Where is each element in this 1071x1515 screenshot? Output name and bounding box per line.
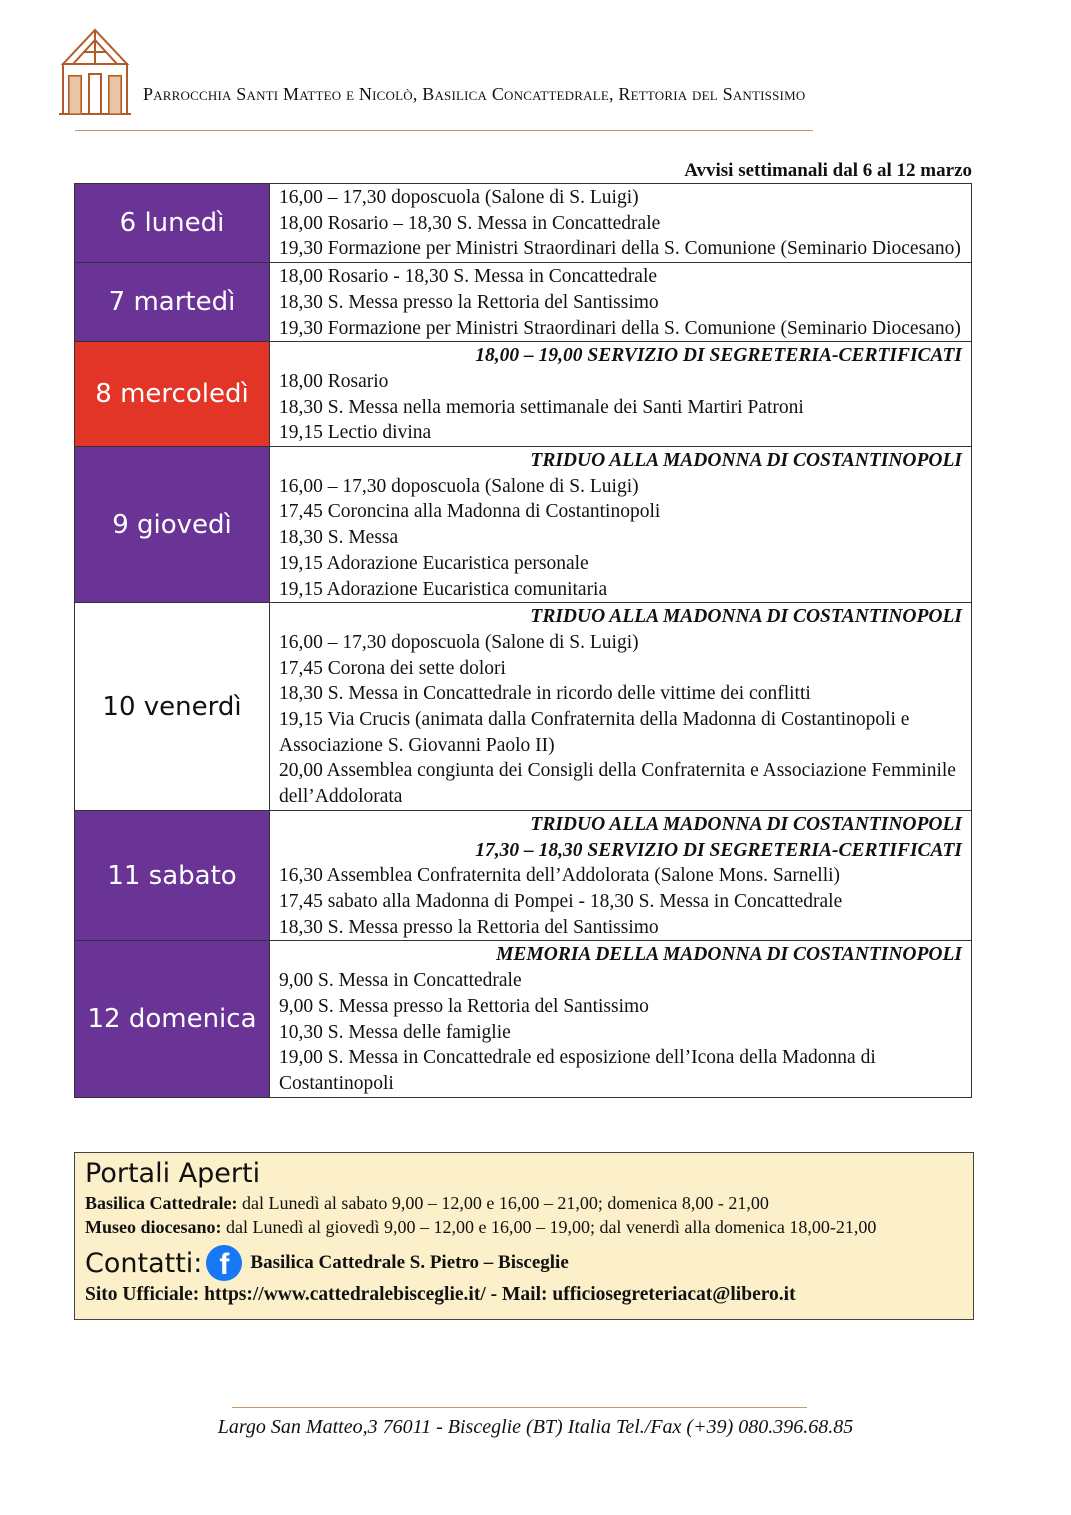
event-item: 9,00 S. Messa presso la Rettoria del Santissimo [279,995,649,1017]
event-item: 18,30 S. Messa [279,527,399,549]
event-item: 19,15 Adorazione Eucaristica personale [279,552,589,574]
contacts-label: Contatti: [85,1247,203,1279]
info-box [74,1152,974,1320]
event-item: 19,30 Formazione per Ministri Straordinari della S. Comunione (Seminario Diocesano) [279,317,961,339]
week-title: Avvisi settimanali dal 6 al 12 marzo [684,160,972,181]
basilica-hours [85,1191,965,1215]
event-item: 18,30 S. Messa in Concattedrale in ricordo delle vittime dei conflitti [279,683,811,705]
event-item: 18,30 S. Messa presso la Rettoria del Santissimo [279,916,659,938]
event-item: 16,00 – 17,30 doposcuola (Salone di S. Luigi) [279,187,639,208]
event-headline: 17,30 – 18,30 SERVIZIO DI SEGRETERIA-CERTIFICATI [475,839,962,861]
day-row [75,263,972,342]
event-item: 20,00 Assemblea congiunta dei Consigli della Confraternita e Associazione Femminile dell’Addolorata [279,760,956,808]
event-item: 19,00 S. Messa in Concattedrale ed esposizione dell’Icona della Madonna di Costantinopoli [279,1047,876,1094]
day-row [75,447,972,603]
event-item: 19,30 Formazione per Ministri Straordinari della S. Comunione (Seminario Diocesano) [279,238,961,260]
basilica-label: Basilica Cattedrale: [85,1193,238,1213]
event-item: 18,00 Rosario - 18,30 S. Messa in Concattedrale [279,266,658,288]
day-row [75,342,972,447]
event-item: 16,00 – 17,30 doposcuola (Salone di S. Luigi) [279,631,639,653]
event-headline: TRIDUO ALLA MADONNA DI COSTANTINOPOLI [530,813,962,835]
basilica-drawing-icon [55,24,135,122]
day-events [270,184,972,263]
day-label: 10 venerdì [75,603,270,811]
day-events [270,941,972,1097]
day-events [270,810,972,941]
event-item: 18,00 Rosario [279,370,389,392]
day-label: 6 lunedì [75,184,270,263]
event-item: 19,15 Lectio divina [279,422,432,444]
page-header [55,18,1015,130]
website-mail-line[interactable]: Sito Ufficiale: https://www.cattedralebisceglie.it/ - Mail: ufficiosegreteriacat@libero.it [85,1284,796,1305]
day-row [75,184,972,263]
day-row [75,810,972,941]
event-item: 16,30 Assemblea Confraternita dell’Addolorata (Salone Mons. Sarnelli) [279,865,841,887]
facebook-page-link[interactable]: Basilica Cattedrale S. Pietro – Bisceglie [250,1252,569,1273]
event-item: 16,00 – 17,30 doposcuola (Salone di S. Luigi) [279,475,639,497]
basilica-hours-text: dal Lunedì al sabato 9,00 – 12,00 e 16,00 – 21,00; domenica 8,00 - 21,00 [241,1193,769,1213]
footer-divider [232,1407,807,1408]
museo-hours-text: dal Lunedì al giovedì 9,00 – 12,00 e 16,00 – 19,00; dal venerdì alla domenica 18,00-21,00 [226,1217,877,1237]
museo-label: Museo diocesano: [85,1217,222,1237]
day-label: 9 giovedì [75,447,270,603]
event-item: 17,45 sabato alla Madonna di Pompei - 18,30 S. Messa in Concattedrale [279,890,843,912]
day-events [270,603,972,811]
event-item: 19,15 Adorazione Eucaristica comunitaria [279,578,608,600]
event-headline: TRIDUO ALLA MADONNA DI COSTANTINOPOLI [530,606,962,628]
day-row [75,941,972,1097]
day-label: 8 mercoledì [75,342,270,447]
day-row [75,603,972,811]
facebook-icon[interactable]: f [206,1245,242,1281]
event-item: 18,30 S. Messa nella memoria settimanale dei Santi Martiri Patroni [279,396,804,418]
event-item: 18,30 S. Messa presso la Rettoria del Santissimo [279,291,659,313]
day-events [270,447,972,603]
event-headline: MEMORIA DELLA MADONNA DI COSTANTINOPOLI [496,944,962,966]
day-label: 12 domenica [75,941,270,1097]
event-item: 10,30 S. Messa delle famiglie [279,1021,511,1043]
day-events [270,342,972,447]
weekly-schedule-table [74,183,972,1098]
day-events [270,263,972,342]
event-headline: 18,00 – 19,00 SERVIZIO DI SEGRETERIA-CERTIFICATI [475,345,962,367]
footer-address: Largo San Matteo,3 76011 - Bisceglie (BT) Italia Tel./Fax (+39) 080.396.68.85 [217,1416,854,1438]
event-item: 17,45 Corona dei sette dolori [279,657,506,679]
day-label: 11 sabato [75,810,270,941]
event-item: 17,45 Coroncina alla Madonna di Costantinopoli [279,501,661,523]
info-heading: Portali Aperti [85,1158,261,1189]
event-item: 19,15 Via Crucis (animata dalla Confraternita della Madonna di Costantinopoli e Associazione S. Giovanni Paolo II) [279,709,910,756]
museo-hours [85,1215,965,1239]
day-label: 7 martedì [75,263,270,342]
event-item: 9,00 S. Messa in Concattedrale [279,970,522,992]
parish-title: Parrocchia Santi Matteo e Nicolò, Basilica Concattedrale, Rettoria del Santissimo [143,84,806,104]
event-headline: TRIDUO ALLA MADONNA DI COSTANTINOPOLI [530,450,962,472]
event-item: 18,00 Rosario – 18,30 S. Messa in Concattedrale [279,212,661,234]
contacts-row [85,1243,965,1283]
header-divider [75,130,813,131]
